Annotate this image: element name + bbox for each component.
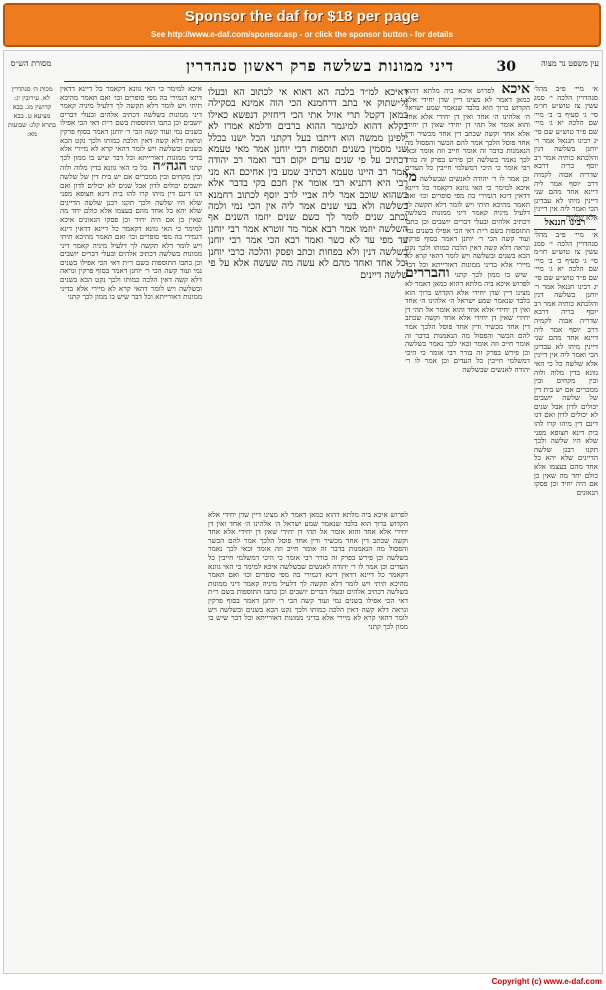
rashi-column — [405, 81, 530, 963]
gemara-bottom-text-2: איכא למימר כי האי גוונא דקאמר כל דיינא דדאין דינא דגמירי בה מפי סופרים וכו׳ ואם תאמר מהיכא תיתי ויש לומר דלא תקשה לך דלעיל מיניה קאמר דיני ממונות בשלשה דכתיב אלהים ובעלי דברים יושבים וכן כתבו התוספות בשם ר״ת דאי הכי אפילו בשנים נמי ועוד קשה הכי ר׳ יוחנן דאמר בסוף פרקין ונראה דלא קשה דאין הלכה כמותו ולכך נקט הכא בשנים ובשלשה ויש לומר דהאי קרא לא מיירי אלא בדיני ממונות דאורייתא וכל דבר שיש בו ממון לכך קתני — [208, 561, 408, 631]
tosafot-text-3: איכא למימר כי האי גוונא דקאמר כל דיינא דדאין דינא דגמירי בה מפי סופרים וכו׳ ואם תאמר מהיכא תיתי ויש לומר דלא תקשה לך דלעיל מיניה קאמר דיני ממונות בשלשה דכתיב אלהים ובעלי דברים יושבים וכן כתבו התוספות בשם ר״ת דאי הכי אפילו בשנים נמי ועוד קשה הכי ר׳ יוחנן דאמר בסוף פרקין ונראה דלא קשה דאין הלכה כמותו ולכך נקט הכא בשנים ובשלשה ויש לומר דהאי קרא לא מיירי אלא בדיני ממונות דאורייתא וכל דבר שיש בו ממון לכך קתני — [60, 214, 202, 302]
rashi-text-repeat: איכא למימר כי האי גוונא דקאמר כל דיינא דדאין דינא דגמירי בה מפי סופרים וכו׳ ואם תאמר מהיכא תיתי ויש לומר דלא תקשה לך דלעיל מיניה קאמר דיני ממונות בשלשה דכתיב אלהים ובעלי דברים יושבים וכן כתבו התוספות בשם ר״ת דאי הכי אפילו בשנים נמי ועוד קשה הכי ר׳ יוחנן דאמר בסוף פרקין ונראה דלא קשה דאין הלכה כמותו ולכך נקט הכא בשנים ובשלשה ויש לומר דהאי קרא לא מיירי אלא בדיני ממונות דאורייתא וכל דבר שיש בו ממון לכך קתני — [405, 182, 530, 280]
dibur-hamatchil: איכא — [494, 81, 530, 97]
copyright-notice[interactable]: Copyright (c) www.e-daf.com — [491, 977, 602, 986]
rabbeinu-chananel-heading: רבינו חננאל — [534, 215, 596, 230]
gemara-column — [208, 87, 408, 507]
gemara-bottom — [208, 511, 408, 963]
sponsor-title[interactable]: Sponsor the daf for $18 per page — [184, 8, 420, 25]
page-header — [4, 57, 604, 79]
rashi-text-repeat-2: לפרוש איכא ביה מלתא דהוא כמאן דאמר לא מצינו דיין שדן יחידי אלא הקדוש ברוך הוא בלבד שנאמר שמע ישראל ה׳ אלהינו ה׳ אחד ואין דן יחידי אלא אחד והוא אומר אל תהי דן יחידי שאין דן יחידי אלא אחד וקשה שכתב דין אחד מכשיר ודין אחד פוסל הלכך אמר להם הכשר והפסול מה הנאמנות בדבר זה אומר חייב וזה אומר זכאי לכך נאמר בשלשה וכן פירש בפרק זה בורר רבי אומר כי היכי דמשלמי חייבין כל העדים וכן אמר לו ר׳ יהודה לאנשים שבשלשה — [405, 279, 530, 374]
mesoret-text: מכות ה׳ סנהדרין לא. עירובין יג: קדושין מג. בבא מציעא ט. בבא בתרא קלג: שבועות מא: — [8, 85, 56, 138]
dibur-hamatchil-2: מי — [405, 168, 417, 185]
ein-mishpat-column — [534, 84, 598, 222]
page-title: דיני ממונות בשלשה פרק ראשון סנהדרין — [186, 57, 454, 75]
dibur-hamatchil-3: והבררים — [405, 265, 450, 282]
tosafot-column — [60, 85, 202, 963]
tosafot-text-2: כל כי האי גוונא בדין מלוה ולוה ובין מקחים ובין ממכרים אם יש בית דין של שלשה יושבים יכולים לדון אבל שנים לא יכולים לדון ואם דנו דינם דין מיהו קרו להו בית דינא חצופא מפני שלא היו שלשה ולכך תקנו רבנן שלשה הדיינים שלא יהא כל אחד מהם בעצמו אלא כולם יחד מה שאין כן אם היה יחיד וכן פסקו הגאונים — [60, 163, 202, 224]
mesoret-label: מסורת הש״ס — [10, 59, 52, 68]
rabbeinu-chananel-text: א׳ מיי׳ פ״ב מהל׳ סנהדרין הלכה י׳ סמג עשין צז טוש״ע חו״מ סי׳ ג׳ סעיף ב׳ ב׳ מיי׳ שם הלכה יא ג׳ מיי׳ שם פ״ד טוש״ע שם סי׳ יג רבינו חננאל אמר ר׳ יוחנן בשלשה דנין והלכתא כותיה אמר רב יוסף בריה דרבא שדריה אבוה לקמיה דרב יוסף אמר ליה דיינא אחד מהם שני דיינין מיהו לא עבדינן הכי ואמר ליה אין דיינין אלא שלשה — [534, 230, 598, 368]
rabbeinu-chananel-text-2: כל כי האי גוונא בדין מלוה ולוה ובין מקחים ובין ממכרים אם יש בית דין של שלשה יושבים יכולים לדון אבל שנים לא יכולים לדון ואם דנו דינם דין מיהו קרו להו בית דינא חצופא מפני שלא היו שלשה ולכך תקנו רבנן שלשה הדיינים שלא יהא כל אחד מהם בעצמו אלא כולם יחד מה שאין כן אם היה יחיד וכן פסקו הגאונים — [534, 358, 598, 497]
tosafot-text: איכא למימר כי האי גוונא דקאמר כל דיינא דדאין דינא דגמירי בה מפי סופרים וכו׳ ואם תאמר מהיכא תיתי ויש לומר דלא תקשה לך דלעיל מיניה קאמר דיני ממונות בשלשה דכתיב אלהים ובעלי דברים יושבים וכן כתבו התוספות בשם ר״ת דאי הכי אפילו בשנים נמי ועוד קשה הכי ר׳ יוחנן דאמר בסוף פרקין ונראה דלא קשה דאין הלכה כמותו ולכך נקט הכא בשנים ובשלשה ויש לומר דהאי קרא לא מיירי אלא בדיני ממונות דאורייתא וכל דבר שיש בו ממון לכך קתני — [60, 84, 202, 173]
mesoret-column — [8, 85, 56, 963]
talmud-page — [3, 50, 603, 974]
gemara-text: דאיכא למ״ד בלבה הא דאוא אי לכתוב הא ובעלו ול״שתוק אי בתב דרחמנא הכי הוה אמינא בסקילה כמאן דקטל תרי אזיל אתי הכי דיחזיק דנפשא כאילו בקלא דהוא למיגמר ההוא ברבים ודלמא אמרו לא ילפינן ממשה הוא דיתבו בעל דקתני הכל ישנו בכלל שני מסמין בשנים תוספות רבי יוחנן אמר מאי טעמא דכתיב על פי שנים עדים יקום דבר ואמר רב יהודה אמר רב היינו טעמא דכתיב שמע בין אחיכם הא מני רבי היא דתניא רבי אומר אין חכם בקי בדבר אלא כשהוא שוכב אמר ליה אביי לרב יוסף לכתוב רחמנא בשלשה ולא בעי שנים אמר ליה אין הכי נמי ולמה נכתב שנים לומר לך כשם שנים יוזמו השנים אף השלשה יוזמו אמר רבא אמר מר זוטרא אמר רבי יוחנן עד מפי עד לא כשר ואמר רבא הכי אמר רבי יוחנן בשלשה דנין ולא בפחות וכתב ופסק והלכה כרבי יוחנן וכל אחד ואחד מהם לא עשה מה שעשה אלא על פי שלשה דיינים — [208, 87, 408, 281]
header-rule — [64, 81, 534, 82]
ein-mishpat-label: עין משפט נר מצוה — [541, 59, 599, 68]
gemara-bottom-text: לפרוש איכא ביה מלתא דהוא כמאן דאמר לא מצינו דיין שדן יחידי אלא הקדוש ברוך הוא בלבד שנאמר שמע ישראל ה׳ אלהינו ה׳ אחד ואין דן יחידי אלא אחד והוא אומר אל תהי דן יחידי שאין דן יחידי אלא אחד וקשה שכתב דין אחד מכשיר ודין אחד פוסל הלכך אמר להם הכשר והפסול מה הנאמנות בדבר זה אומר חייב וזה אומר זכאי לכך נאמר בשלשה וכן פירש בפרק זה בורר רבי אומר כי היכי דמשלמי חייבין כל העדים וכן אמר לו ר׳ יהודה לאנשים שבשלשה — [208, 510, 408, 571]
sponsor-banner[interactable] — [3, 3, 601, 47]
rabbeinu-chananel-column — [534, 231, 598, 963]
rashi-text: לפרוש איכא ביה מלתא דהוא כמאן דאמר לא מצינו דיין שדן יחידי אלא הקדוש ברוך הוא בלבד שנאמר שמע ישראל ה׳ אלהינו ה׳ אחד ואין דן יחידי אלא אחד והוא אומר אל תהי דן יחידי שאין דן יחידי אלא אחד וקשה שכתב דין אחד מכשיר ודין אחד פוסל הלכך אמר להם הכשר והפסול מה הנאמנות בדבר זה אומר חייב וזה אומר זכאי לכך נאמר בשלשה וכן פירש בפרק זה בורר רבי אומר כי היכי דמשלמי חייבין כל העדים וכן אמר לו ר׳ יהודה לאנשים שבשלשה — [405, 86, 530, 183]
ein-mishpat-text: א׳ מיי׳ פ״ב מהל׳ סנהדרין הלכה י׳ סמג עשין צז טוש״ע חו״מ סי׳ ג׳ סעיף ב׳ ב׳ מיי׳ שם הלכה יא ג׳ מיי׳ שם פ״ד טוש״ע שם סי׳ יג רבינו חננאל אמר ר׳ יוחנן בשלשה דנין והלכתא כותיה אמר רב יוסף בריה דרבא שדריה אבוה לקמיה דרב יוסף אמר ליה דיינא אחד מהם שני דיינין מיהו לא עבדינן הכי ואמר ליה אין דיינין אלא שלשה — [534, 84, 598, 222]
page-number: 30 — [496, 59, 516, 75]
sponsor-subtitle[interactable]: See http://www.e-daf.com/sponsor.asp - or click the sponsor button - for details — [151, 30, 453, 39]
tosafot-heading: הגה״ה — [147, 158, 187, 175]
